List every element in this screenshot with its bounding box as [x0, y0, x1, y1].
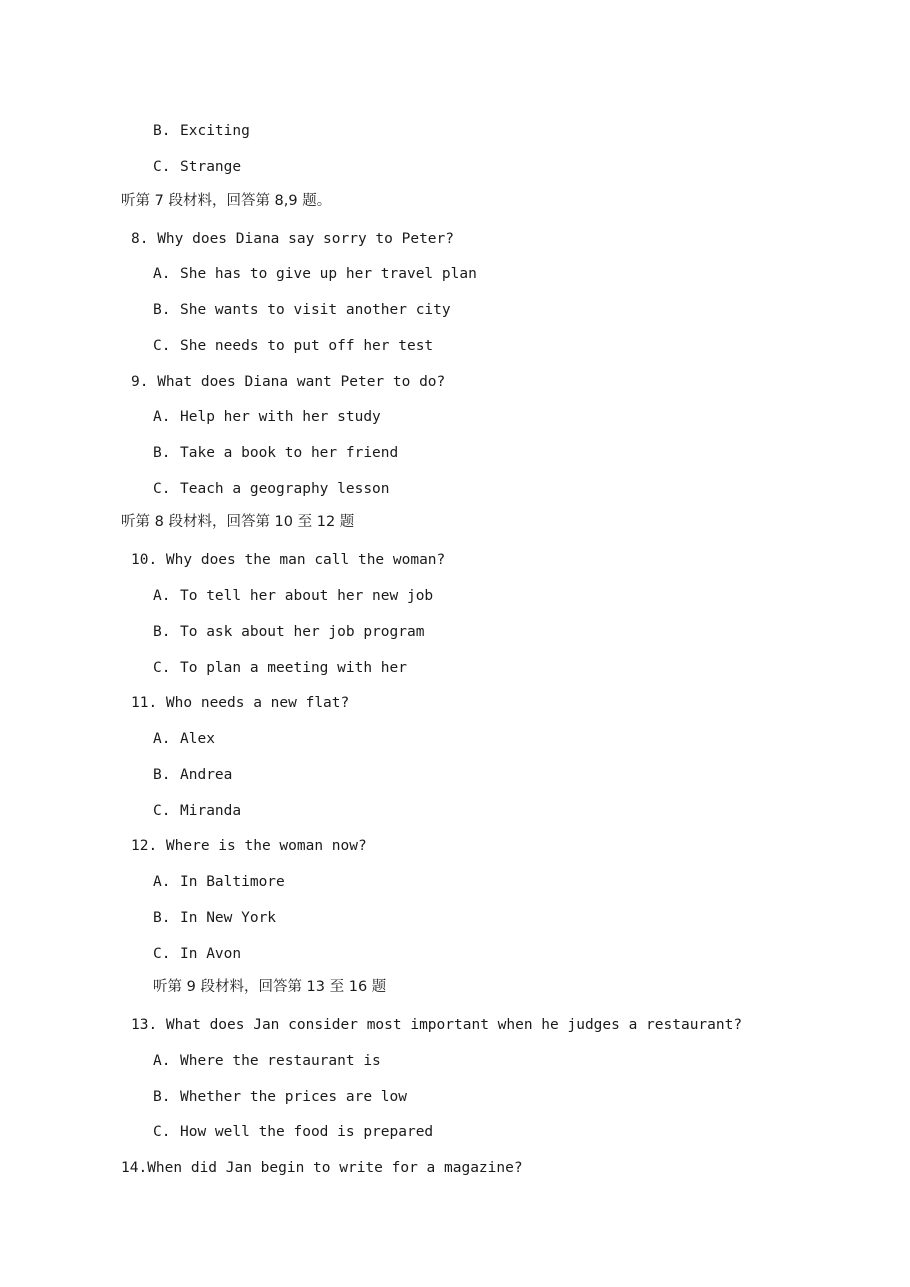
- option-text: How well the food is prepared: [180, 1124, 434, 1140]
- option-text: Whether the prices are low: [180, 1089, 407, 1105]
- question-13: 13. What does Jan consider most important when he judges a restaurant?: [131, 1017, 743, 1033]
- question-8-option-a: [153, 264, 477, 284]
- question-9-option-b: [153, 443, 398, 463]
- question-13-option-b: [153, 1087, 407, 1107]
- option-text: Take a book to her friend: [180, 445, 399, 461]
- question-8: 8. Why does Diana say sorry to Peter?: [131, 231, 455, 247]
- option-text: Teach a geography lesson: [180, 481, 390, 497]
- option-text: In New York: [180, 910, 277, 926]
- option-letter: A.: [153, 874, 171, 890]
- section-heading-8: 听第 8 段材料，回答第 10 至 12 题: [121, 514, 355, 530]
- question-11-option-b: [153, 765, 232, 785]
- section-heading-9: 听第 9 段材料，回答第 13 至 16 题: [153, 979, 387, 995]
- question-9-option-c: [153, 479, 390, 499]
- question-11-option-c: [153, 801, 241, 821]
- option-text: Alex: [180, 731, 215, 747]
- option-letter: C.: [153, 803, 171, 819]
- option-text: Strange: [180, 159, 242, 175]
- option-letter: C.: [153, 946, 171, 962]
- option-letter: B.: [153, 910, 171, 926]
- option-letter: B.: [153, 445, 171, 461]
- question-13-option-a: [153, 1051, 381, 1071]
- option-text: Miranda: [180, 803, 242, 819]
- question-9: 9. What does Diana want Peter to do?: [131, 374, 446, 390]
- question-9-option-a: [153, 407, 381, 427]
- question-10-option-a: [153, 586, 433, 606]
- option-text: Where the restaurant is: [180, 1053, 381, 1069]
- option-letter: A.: [153, 409, 171, 425]
- question-8-option-b: [153, 300, 451, 320]
- option-text: In Avon: [180, 946, 242, 962]
- option-letter: C.: [153, 481, 171, 497]
- question-12: 12. Where is the woman now?: [131, 838, 367, 854]
- question-11-option-a: [153, 729, 215, 749]
- option-text: In Baltimore: [180, 874, 285, 890]
- option-letter: A.: [153, 266, 171, 282]
- question-10-option-b: [153, 622, 424, 642]
- option-letter: B.: [153, 767, 171, 783]
- option-letter: C.: [153, 338, 171, 354]
- option-letter: A.: [153, 1053, 171, 1069]
- question-10: 10. Why does the man call the woman?: [131, 552, 446, 568]
- option-c-prev: [153, 157, 241, 177]
- option-text: She has to give up her travel plan: [180, 266, 477, 282]
- option-b-prev: [153, 121, 250, 141]
- option-letter: B.: [153, 624, 171, 640]
- question-10-option-c: [153, 658, 407, 678]
- option-text: Andrea: [180, 767, 233, 783]
- option-text: To plan a meeting with her: [180, 660, 407, 676]
- question-14: 14.When did Jan begin to write for a magazine?: [121, 1160, 523, 1176]
- option-letter: A.: [153, 731, 171, 747]
- option-text: To tell her about her new job: [180, 588, 434, 604]
- section-heading-7: 听第 7 段材料，回答第 8,9 题。: [121, 193, 332, 209]
- option-letter: B.: [153, 302, 171, 318]
- option-letter: B.: [153, 1089, 171, 1105]
- option-letter: C.: [153, 1124, 171, 1140]
- option-text: She wants to visit another city: [180, 302, 451, 318]
- option-text: Exciting: [180, 123, 250, 139]
- question-11: 11. Who needs a new flat?: [131, 695, 350, 711]
- question-13-option-c: [153, 1122, 433, 1142]
- option-text: Help her with her study: [180, 409, 381, 425]
- question-12-option-a: [153, 872, 285, 892]
- option-text: She needs to put off her test: [180, 338, 434, 354]
- option-text: To ask about her job program: [180, 624, 425, 640]
- option-letter: A.: [153, 588, 171, 604]
- option-letter: C.: [153, 159, 171, 175]
- question-12-option-c: [153, 944, 241, 964]
- option-letter: B.: [153, 123, 171, 139]
- option-letter: C.: [153, 660, 171, 676]
- question-12-option-b: [153, 908, 276, 928]
- question-8-option-c: [153, 336, 433, 356]
